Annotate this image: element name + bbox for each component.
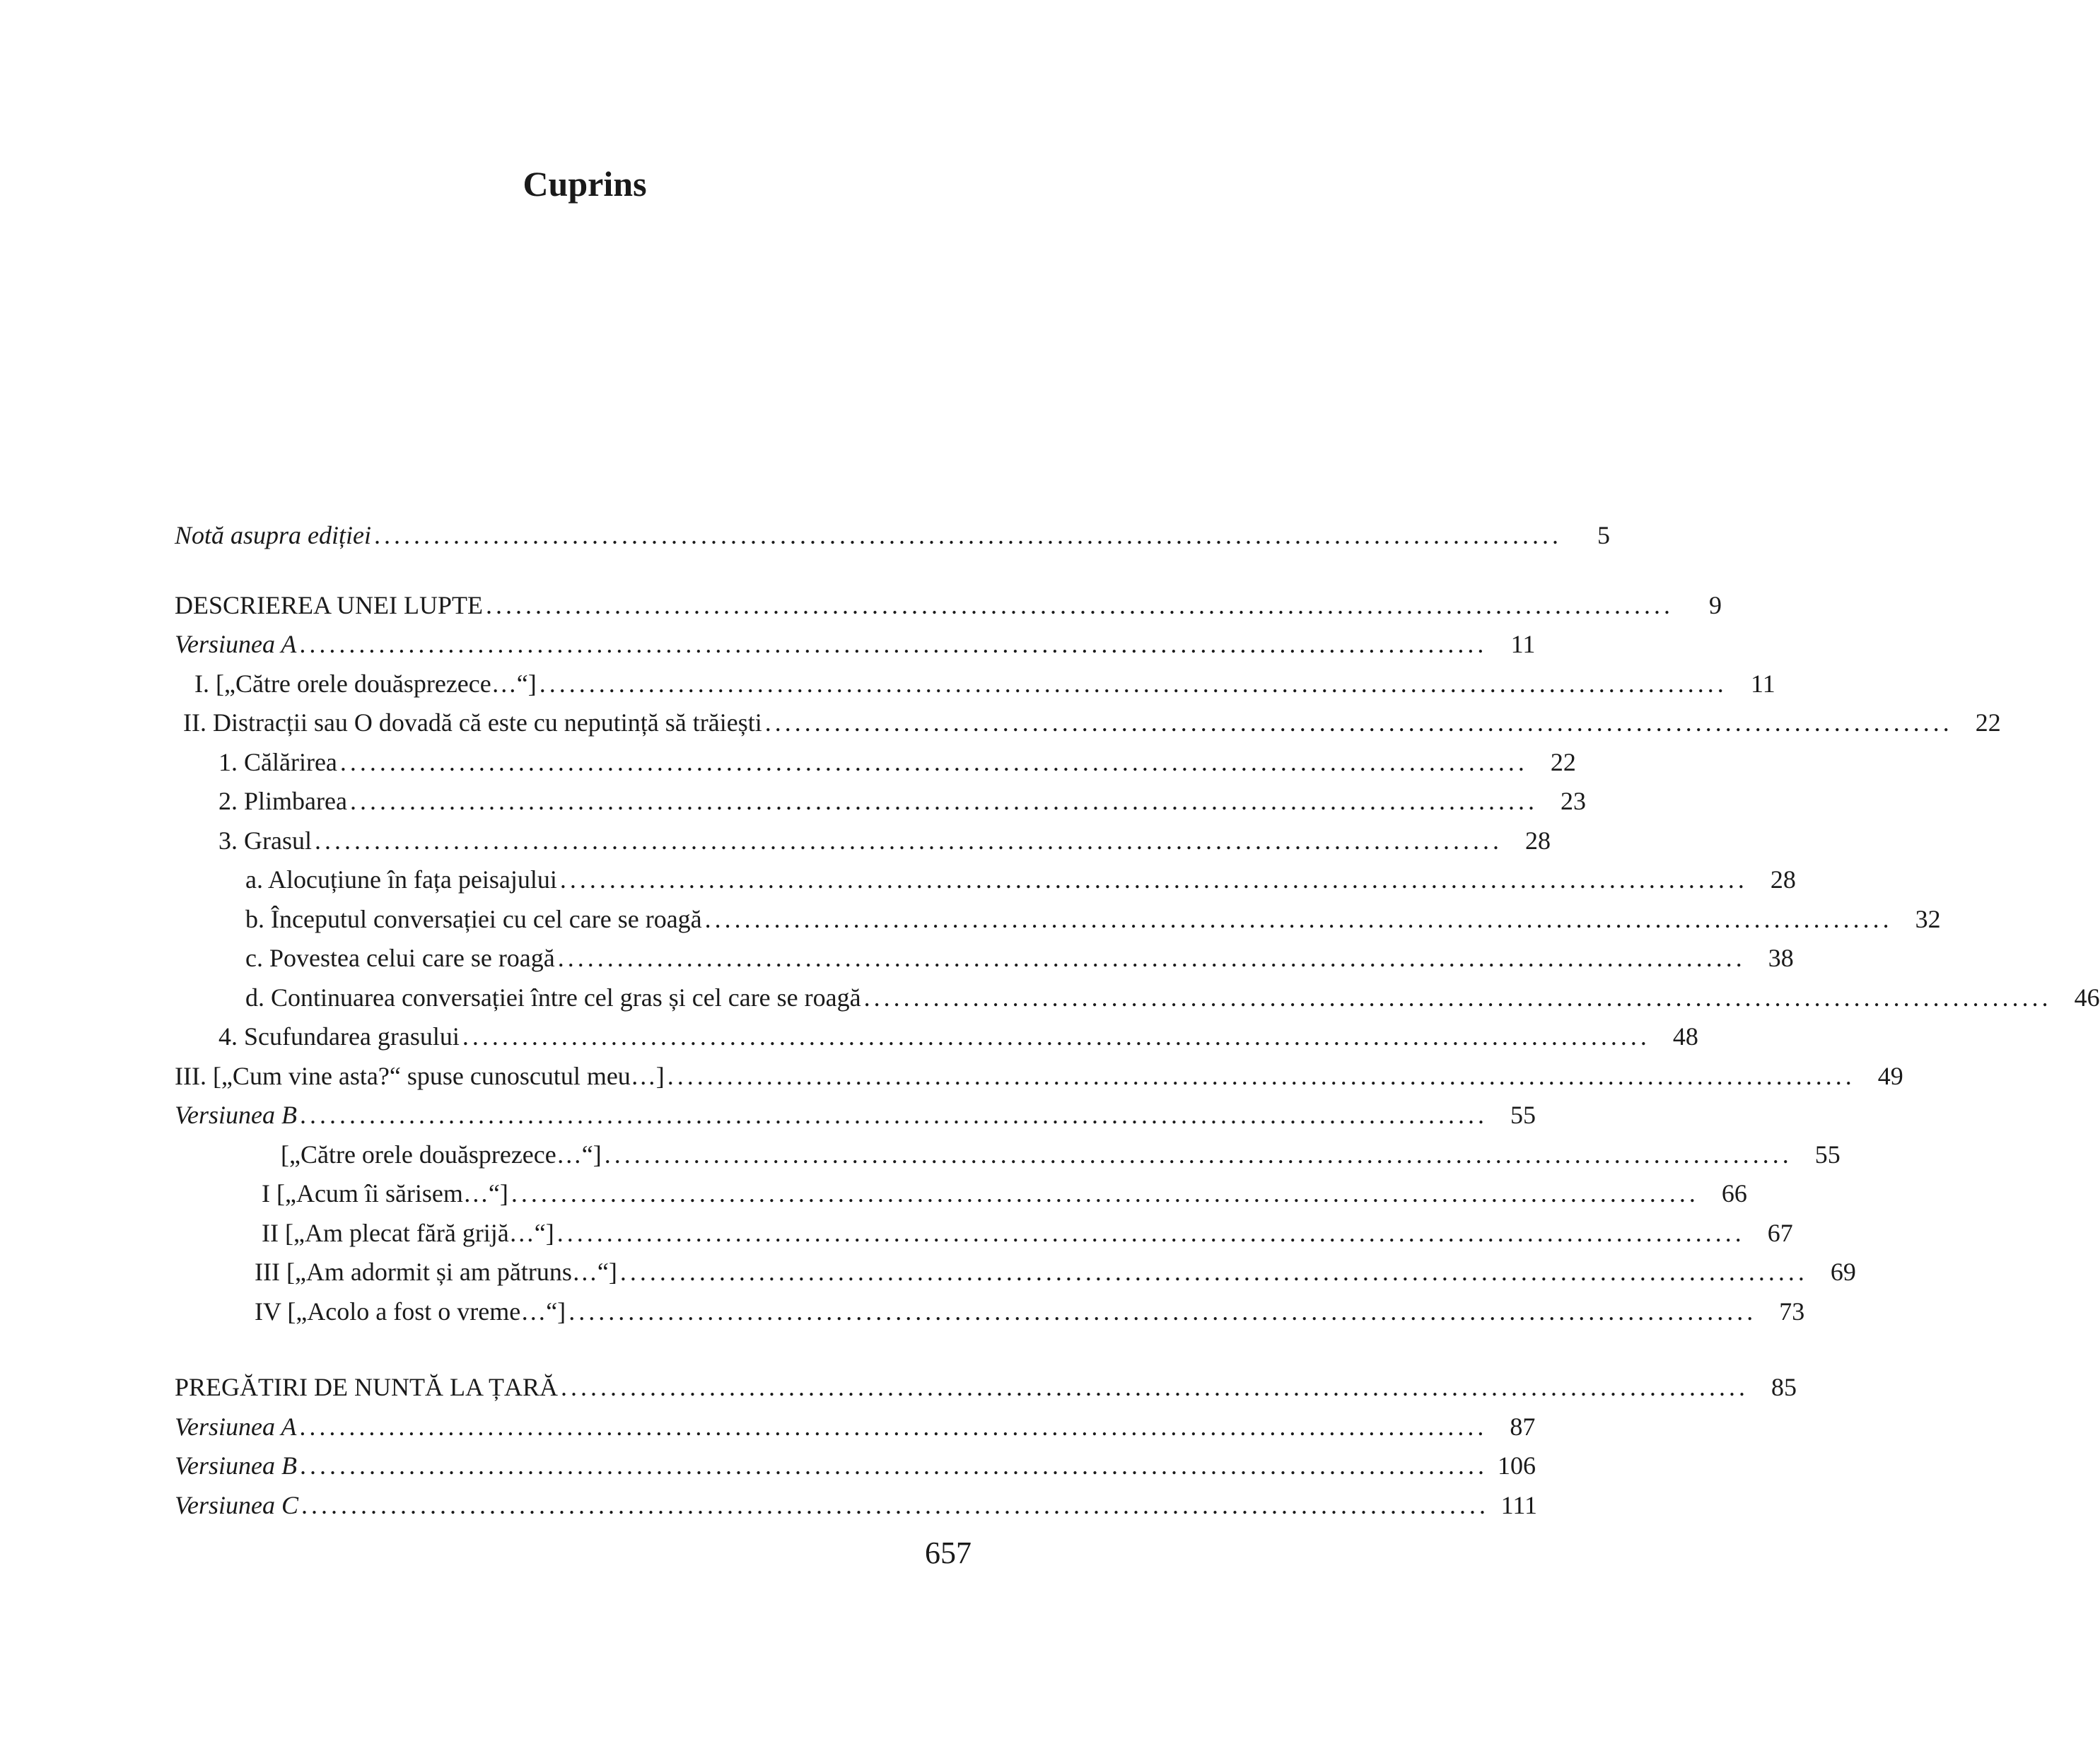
toc-entry-label: III [„Am adormit și am pătruns…“] xyxy=(255,1258,617,1286)
toc-entry-4[interactable] xyxy=(175,1017,1698,1057)
toc-entry-label: PREGĂTIRI DE NUNTĂ LA ȚARĂ xyxy=(175,1373,558,1401)
toc-entry-label: Versiunea A xyxy=(175,1412,297,1441)
toc-entry-page: 38 xyxy=(1768,944,1794,972)
toc-entry-label: Versiunea C xyxy=(175,1490,298,1519)
toc-entry-page: 9 xyxy=(1709,590,1722,619)
dot-leader: ........................................................................................................................ xyxy=(299,630,1488,658)
table-of-contents xyxy=(175,516,2100,1525)
toc-entry-page: 67 xyxy=(1767,1218,1793,1247)
dot-leader: ........................................................................................................................ xyxy=(339,747,1528,776)
toc-entry-label: I [„Acum îi sărisem…“] xyxy=(262,1179,508,1208)
toc-entry-label: II. Distracții sau O dovadă că este cu neputință să trăiești xyxy=(183,708,762,737)
dot-leader: ........................................................................................................................ xyxy=(704,904,1893,933)
toc-entry-versiunea-b[interactable] xyxy=(175,1096,1536,1135)
toc-entry-label: [„Către orele douăsprezece…“] xyxy=(281,1140,602,1169)
toc-entry-page: 55 xyxy=(1814,1140,1841,1169)
toc-entry-nota[interactable] xyxy=(175,516,1610,556)
toc-entry-a[interactable] xyxy=(175,860,1796,900)
toc-entry-iii[interactable] xyxy=(175,1057,1903,1097)
toc-entry-pregatiri-versiunea-a[interactable] xyxy=(175,1408,1536,1447)
dot-leader: ........................................................................................................................ xyxy=(299,1412,1488,1441)
dot-leader: ........................................................................................................................ xyxy=(863,983,2052,1012)
toc-entry-label: II [„Am plecat fără grijă…“] xyxy=(262,1218,554,1247)
dot-leader: ........................................................................................................................ xyxy=(667,1061,1855,1090)
toc-entry-descrierea[interactable] xyxy=(175,586,1722,626)
dot-leader: ........................................................................................................................ xyxy=(764,708,1953,737)
toc-entry-label: 3. Grasul xyxy=(218,826,312,855)
toc-entry-versiunea-a[interactable] xyxy=(175,625,1536,665)
toc-entry-pregatiri-versiunea-c[interactable] xyxy=(175,1486,1537,1526)
toc-entry-page: 69 xyxy=(1830,1258,1856,1286)
dot-leader: ........................................................................................................................ xyxy=(374,521,1562,549)
toc-entry-label: 1. Călărirea xyxy=(218,747,337,776)
page-number: 657 xyxy=(925,1536,972,1570)
toc-entry-b-intro[interactable] xyxy=(175,1135,1841,1175)
toc-entry-b-ii[interactable] xyxy=(175,1214,1793,1253)
toc-entry-page: 85 xyxy=(1771,1373,1797,1401)
toc-entry-label: b. Începutul conversației cu cel care se roagă xyxy=(245,904,702,933)
dot-leader: ........................................................................................................................ xyxy=(299,1101,1488,1129)
toc-entry-page: 46 xyxy=(2074,983,2100,1012)
toc-entry-page: 55 xyxy=(1510,1101,1536,1129)
page-title: Cuprins xyxy=(523,163,647,204)
toc-entry-2[interactable] xyxy=(175,782,1586,822)
toc-entry-1[interactable] xyxy=(175,743,1576,783)
dot-leader: ........................................................................................................................ xyxy=(511,1179,1699,1208)
toc-entry-page: 111 xyxy=(1500,1490,1537,1519)
toc-entry-ii[interactable] xyxy=(175,703,2001,743)
dot-leader: ........................................................................................................................ xyxy=(539,669,1727,698)
toc-entry-page: 28 xyxy=(1770,865,1796,894)
toc-entry-label: Versiunea B xyxy=(175,1101,297,1129)
toc-entry-b[interactable] xyxy=(175,900,1941,940)
toc-entry-i[interactable] xyxy=(175,665,1775,704)
dot-leader: ........................................................................................................................ xyxy=(314,826,1503,855)
toc-entry-pregatiri[interactable] xyxy=(175,1368,1797,1408)
toc-entry-label: III. [„Cum vine asta?“ spuse cunoscutul meu…] xyxy=(175,1061,665,1090)
dot-leader: ........................................................................................................................ xyxy=(568,1297,1757,1326)
dot-leader: ........................................................................................................................ xyxy=(299,1451,1488,1480)
toc-entry-c[interactable] xyxy=(175,939,1794,978)
toc-entry-label: 2. Plimbarea xyxy=(218,787,347,815)
toc-entry-3[interactable] xyxy=(175,822,1551,861)
toc-entry-label: d. Continuarea conversației între cel gras și cel care se roagă xyxy=(245,983,861,1012)
dot-leader: ........................................................................................................................ xyxy=(349,787,1538,815)
toc-entry-label: Versiunea A xyxy=(175,630,297,658)
toc-entry-page: 11 xyxy=(1751,669,1775,698)
toc-entry-label: Notă asupra ediției xyxy=(175,521,371,549)
toc-entry-page: 28 xyxy=(1524,826,1551,855)
toc-entry-page: 11 xyxy=(1510,630,1536,658)
dot-leader: ........................................................................................................................ xyxy=(486,590,1674,619)
toc-entry-page: 87 xyxy=(1510,1412,1536,1441)
dot-leader: ........................................................................................................................ xyxy=(559,865,1748,894)
toc-entry-b-iv[interactable] xyxy=(175,1292,1805,1332)
toc-entry-page: 22 xyxy=(1550,747,1576,776)
dot-leader: ........................................................................................................................ xyxy=(560,1373,1749,1401)
dot-leader: ........................................................................................................................ xyxy=(557,944,1746,972)
toc-entry-page: 66 xyxy=(1721,1179,1747,1208)
toc-entry-page: 48 xyxy=(1672,1022,1698,1051)
toc-entry-page: 23 xyxy=(1560,787,1586,815)
toc-entry-page: 73 xyxy=(1779,1297,1805,1326)
toc-entry-page: 32 xyxy=(1915,904,1941,933)
toc-entry-page: 5 xyxy=(1597,521,1610,549)
dot-leader: ........................................................................................................................ xyxy=(604,1140,1792,1169)
dot-leader: ........................................................................................................................ xyxy=(462,1022,1650,1051)
toc-entry-page: 49 xyxy=(1877,1061,1903,1090)
toc-entry-label: 4. Scufundarea grasului xyxy=(218,1022,460,1051)
toc-entry-label: I. [„Către orele douăsprezece…“] xyxy=(194,669,537,698)
toc-entry-page: 106 xyxy=(1497,1451,1536,1480)
toc-entry-label: IV [„Acolo a fost o vreme…“] xyxy=(255,1297,566,1326)
toc-entry-label: a. Alocuțiune în fața peisajului xyxy=(245,865,557,894)
toc-entry-pregatiri-versiunea-b[interactable] xyxy=(175,1446,1536,1486)
dot-leader: ........................................................................................................................ xyxy=(619,1258,1808,1286)
toc-entry-b-i[interactable] xyxy=(175,1174,1747,1214)
dot-leader: ........................................................................................................................ xyxy=(556,1218,1745,1247)
toc-entry-page: 22 xyxy=(1975,708,2001,737)
toc-entry-label: Versiunea B xyxy=(175,1451,297,1480)
toc-entry-label: DESCRIEREA UNEI LUPTE xyxy=(175,590,483,619)
dot-leader: ........................................................................................................................ xyxy=(301,1490,1489,1519)
toc-entry-b-iii[interactable] xyxy=(175,1253,1856,1292)
toc-entry-label: c. Povestea celui care se roagă xyxy=(245,944,555,972)
toc-entry-d[interactable] xyxy=(175,978,2100,1018)
